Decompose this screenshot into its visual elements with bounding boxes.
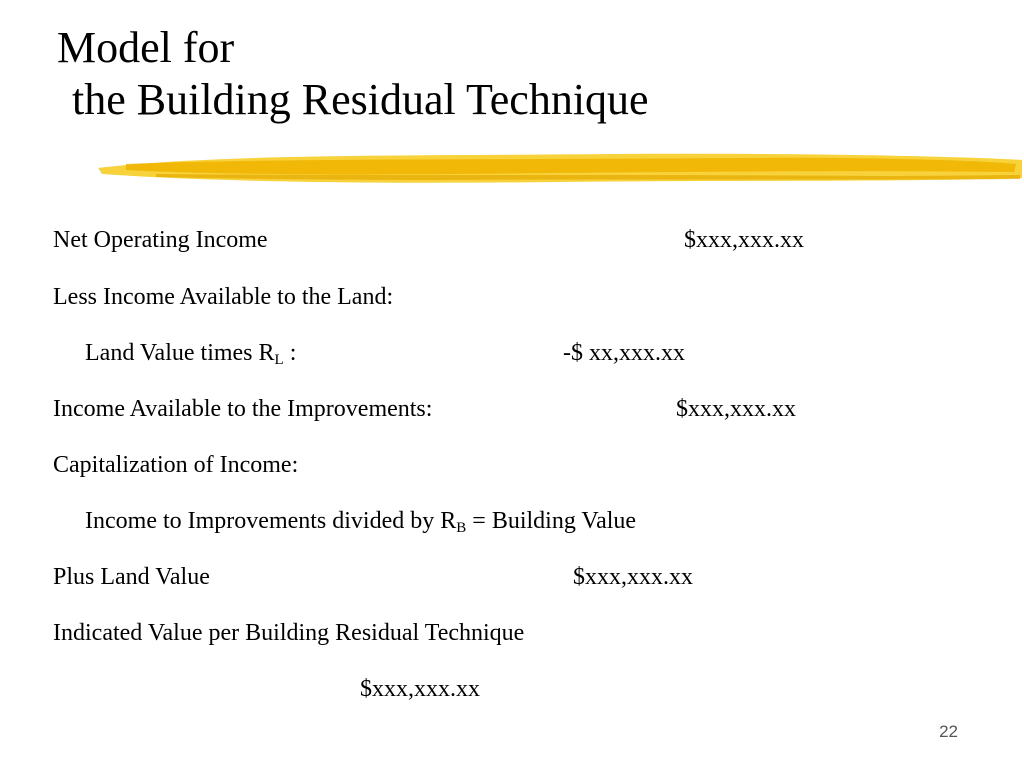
row-label: Less Income Available to the Land: [53,284,394,310]
row-indicated-value [53,618,524,648]
row-label: Capitalization of Income: [53,452,299,478]
row-value: -$ xx,xxx.xx [563,340,685,366]
row-label: Income Available to the Improvements: [53,396,433,422]
page-number: 22 [939,722,958,741]
row-label: Indicated Value per Building Residual Technique [53,620,525,646]
row-net-operating-income [53,225,804,255]
row-less-income-land [53,282,393,312]
title-line-2: the Building Residual Technique [72,75,649,124]
title-line-1: Model for [57,23,235,72]
row-value: $xxx,xxx.xx [573,564,693,590]
row-income-improvements [53,394,796,424]
row-label: Income to Improvements divided by R [85,508,457,534]
row-label: Net Operating Income [53,227,268,253]
row-plus-land-value [53,562,693,592]
slide-title [57,22,649,126]
row-land-value-times-rl [85,338,685,368]
row-value: $xxx,xxx.xx [360,676,480,702]
row-capitalization [53,450,298,480]
row-value: $xxx,xxx.xx [684,227,804,253]
subscript: L [274,352,284,368]
yellow-brush-stroke-divider [96,148,1024,188]
row-label-suffix: : [283,340,297,366]
row-income-to-improvements [85,506,636,536]
row-value: $xxx,xxx.xx [676,396,796,422]
subscript: B [456,520,467,536]
row-label: Land Value times R [85,340,275,366]
row-label: Plus Land Value [53,564,210,590]
row-label-suffix: = Building Value [466,508,637,534]
